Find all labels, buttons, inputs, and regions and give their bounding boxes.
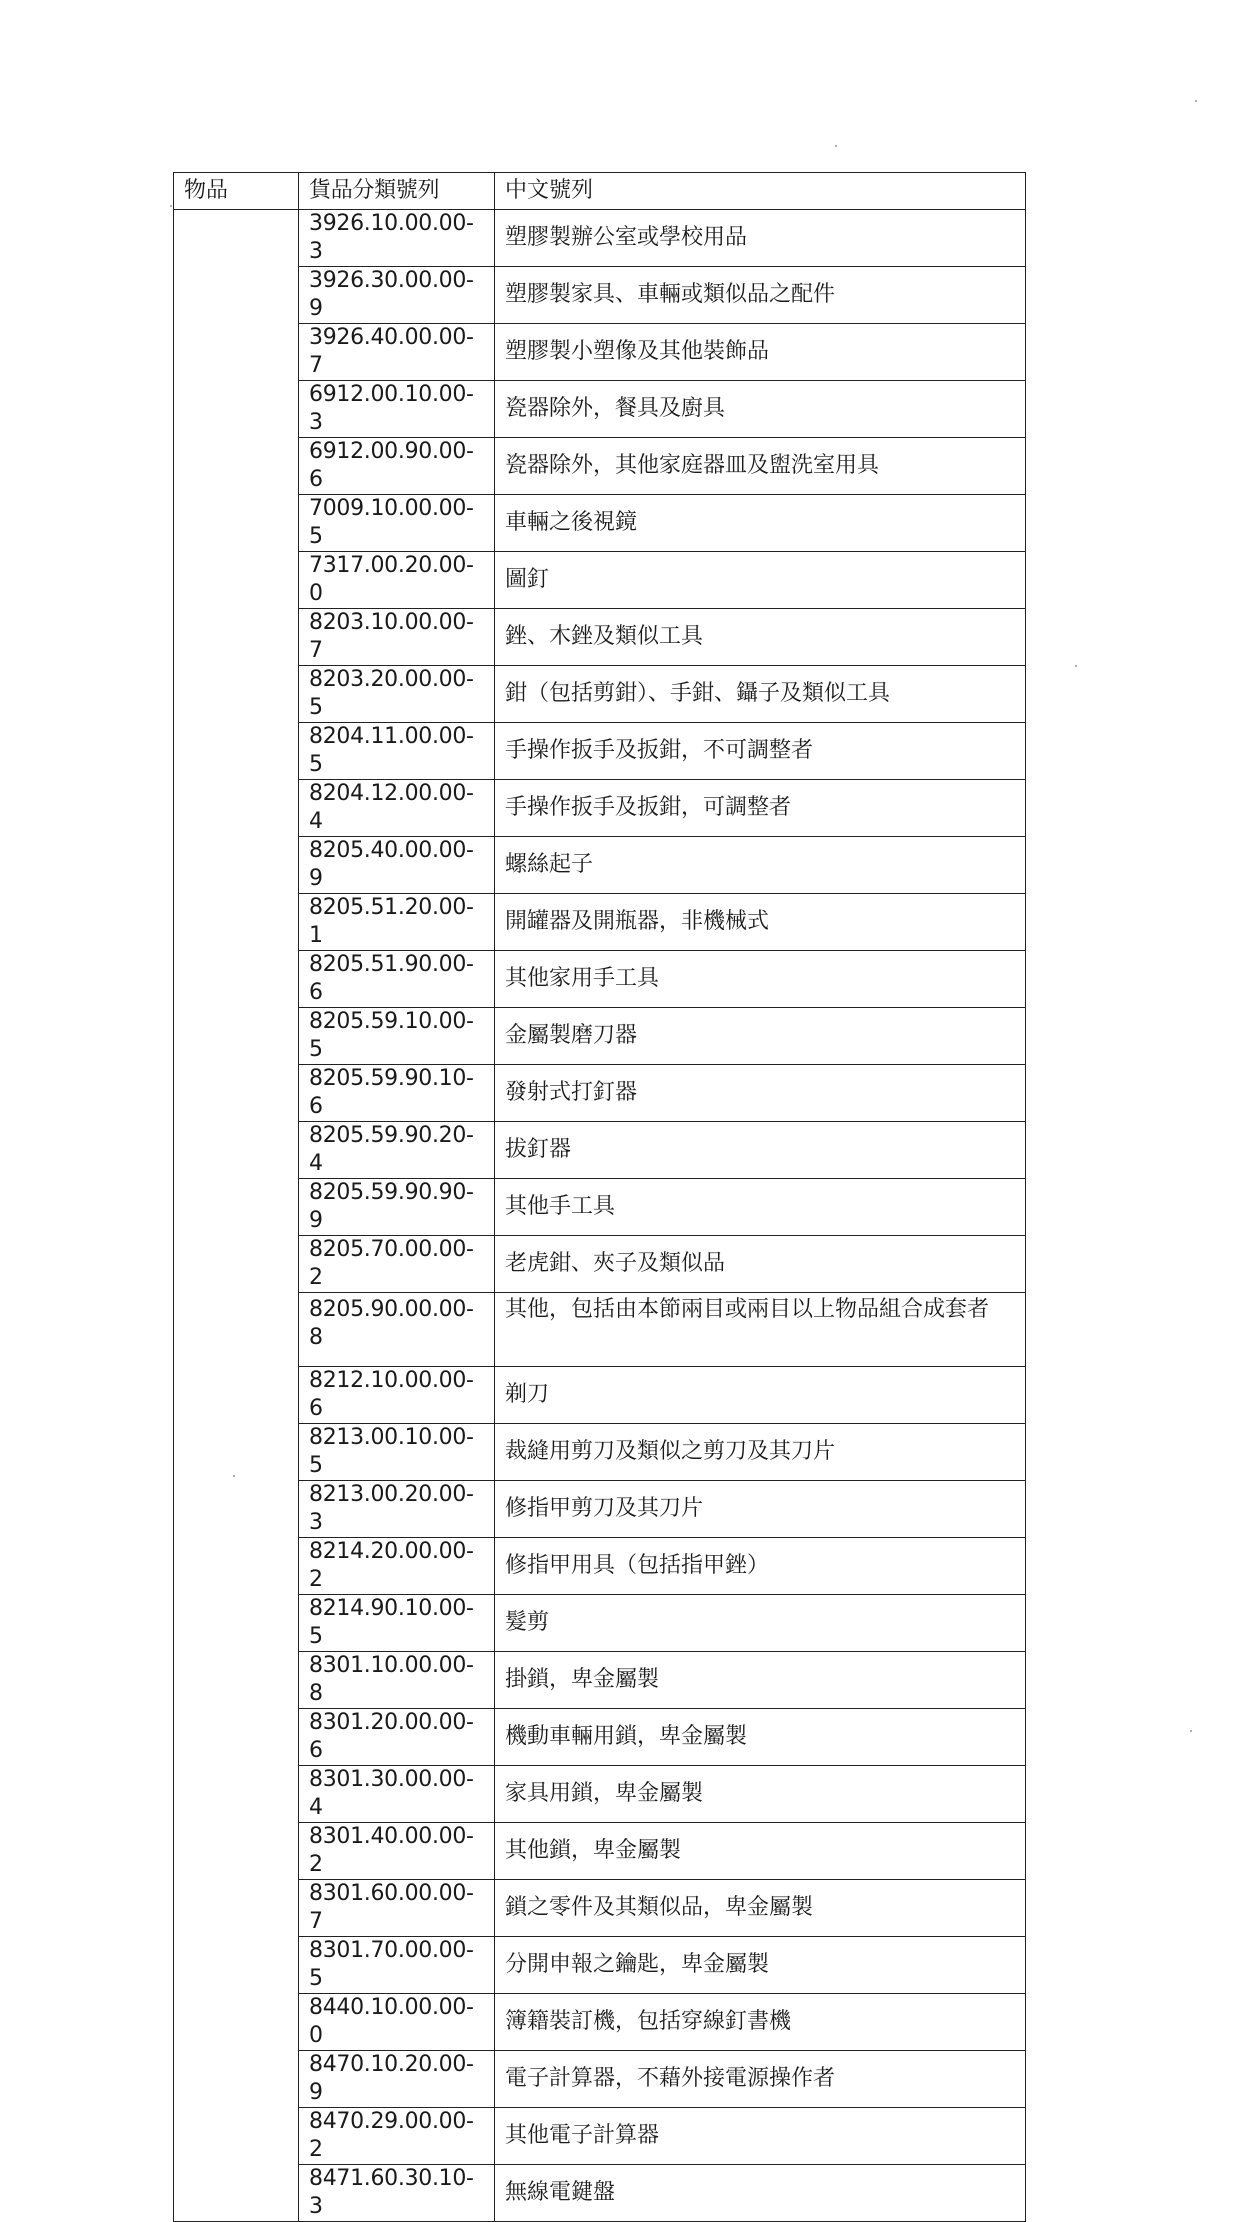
name-cell: 圖釘 (495, 551, 1026, 608)
name-cell: 掛鎖，卑金屬製 (495, 1651, 1026, 1708)
name-cell: 車輛之後視鏡 (495, 494, 1026, 551)
code-cell: 3926.30.00.00-9 (299, 266, 495, 323)
code-cell: 7009.10.00.00-5 (299, 494, 495, 551)
table-header-row (174, 173, 1026, 210)
item-cell (174, 209, 299, 2221)
table-row (174, 836, 1026, 893)
table-row (174, 2050, 1026, 2107)
scan-speck (233, 1475, 235, 1477)
name-cell: 其他鎖，卑金屬製 (495, 1822, 1026, 1879)
code-cell: 8214.20.00.00-2 (299, 1537, 495, 1594)
table-row (174, 1064, 1026, 1121)
name-cell: 拔釘器 (495, 1121, 1026, 1178)
table-row (174, 2107, 1026, 2164)
table-row (174, 1121, 1026, 1178)
table-row (174, 1879, 1026, 1936)
code-cell: 8204.12.00.00-4 (299, 779, 495, 836)
name-cell: 家具用鎖，卑金屬製 (495, 1765, 1026, 1822)
scan-speck (1195, 100, 1197, 102)
header-item: 物品 (174, 173, 299, 210)
name-cell: 無線電鍵盤 (495, 2164, 1026, 2221)
code-cell: 8205.51.20.00-1 (299, 893, 495, 950)
table-row (174, 608, 1026, 665)
scan-speck (835, 145, 837, 147)
table-row (174, 1423, 1026, 1480)
table-row (174, 1765, 1026, 1822)
code-cell: 8301.30.00.00-4 (299, 1765, 495, 1822)
code-cell: 8205.59.90.90-9 (299, 1178, 495, 1235)
table-row (174, 665, 1026, 722)
scan-speck (170, 205, 172, 207)
table-row (174, 2164, 1026, 2221)
table-row (174, 380, 1026, 437)
name-cell: 簿籍裝訂機，包括穿線釘書機 (495, 1993, 1026, 2050)
code-cell: 8205.51.90.00-6 (299, 950, 495, 1007)
name-cell: 其他手工具 (495, 1178, 1026, 1235)
table-row (174, 779, 1026, 836)
name-cell: 裁縫用剪刀及類似之剪刀及其刀片 (495, 1423, 1026, 1480)
header-code: 貨品分類號列 (299, 173, 495, 210)
code-cell: 8205.59.90.10-6 (299, 1064, 495, 1121)
code-cell: 8205.70.00.00-2 (299, 1235, 495, 1292)
table-row (174, 1178, 1026, 1235)
table-row (174, 1651, 1026, 1708)
code-cell: 8212.10.00.00-6 (299, 1366, 495, 1423)
table-row (174, 893, 1026, 950)
code-cell: 8471.60.30.10-3 (299, 2164, 495, 2221)
name-cell: 其他，包括由本節兩目或兩目以上物品組合成套者 (495, 1292, 1026, 1366)
table-row (174, 1235, 1026, 1292)
name-cell: 機動車輛用鎖，卑金屬製 (495, 1708, 1026, 1765)
code-cell: 7317.00.20.00-0 (299, 551, 495, 608)
table-row (174, 1936, 1026, 1993)
name-cell: 剃刀 (495, 1366, 1026, 1423)
table-row (174, 437, 1026, 494)
code-cell: 8301.10.00.00-8 (299, 1651, 495, 1708)
name-cell: 金屬製磨刀器 (495, 1007, 1026, 1064)
name-cell: 老虎鉗、夾子及類似品 (495, 1235, 1026, 1292)
goods-classification-table (173, 172, 1026, 2222)
table-row (174, 1993, 1026, 2050)
code-cell: 8301.20.00.00-6 (299, 1708, 495, 1765)
name-cell: 修指甲用具（包括指甲銼） (495, 1537, 1026, 1594)
table-row (174, 494, 1026, 551)
table-row (174, 722, 1026, 779)
name-cell: 發射式打釘器 (495, 1064, 1026, 1121)
code-cell: 6912.00.10.00-3 (299, 380, 495, 437)
name-cell: 瓷器除外，其他家庭器皿及盥洗室用具 (495, 437, 1026, 494)
table-row (174, 1822, 1026, 1879)
name-cell: 其他電子計算器 (495, 2107, 1026, 2164)
name-cell: 修指甲剪刀及其刀片 (495, 1480, 1026, 1537)
header-name: 中文號列 (495, 173, 1026, 210)
code-cell: 8205.59.90.20-4 (299, 1121, 495, 1178)
code-cell: 8301.40.00.00-2 (299, 1822, 495, 1879)
code-cell: 8204.11.00.00-5 (299, 722, 495, 779)
name-cell: 髮剪 (495, 1594, 1026, 1651)
code-cell: 8203.20.00.00-5 (299, 665, 495, 722)
name-cell: 鉗（包括剪鉗）、手鉗、鑷子及類似工具 (495, 665, 1026, 722)
table-row (174, 1708, 1026, 1765)
table-row (174, 1292, 1026, 1366)
code-cell: 3926.10.00.00-3 (299, 209, 495, 266)
code-cell: 8203.10.00.00-7 (299, 608, 495, 665)
code-cell: 8440.10.00.00-0 (299, 1993, 495, 2050)
code-cell: 8213.00.20.00-3 (299, 1480, 495, 1537)
table-row (174, 1366, 1026, 1423)
name-cell: 手操作扳手及扳鉗，可調整者 (495, 779, 1026, 836)
name-cell: 銼、木銼及類似工具 (495, 608, 1026, 665)
name-cell: 瓷器除外，餐具及廚具 (495, 380, 1026, 437)
name-cell: 手操作扳手及扳鉗，不可調整者 (495, 722, 1026, 779)
table-row (174, 1007, 1026, 1064)
table-row (174, 551, 1026, 608)
name-cell: 塑膠製家具、車輛或類似品之配件 (495, 266, 1026, 323)
scan-speck (1075, 665, 1077, 667)
code-cell: 3926.40.00.00-7 (299, 323, 495, 380)
scan-speck (1190, 1730, 1192, 1732)
table-row (174, 1594, 1026, 1651)
table-row (174, 950, 1026, 1007)
table-body (174, 173, 1026, 2222)
name-cell: 塑膠製小塑像及其他裝飾品 (495, 323, 1026, 380)
code-cell: 8470.10.20.00-9 (299, 2050, 495, 2107)
code-cell: 8205.59.10.00-5 (299, 1007, 495, 1064)
name-cell: 其他家用手工具 (495, 950, 1026, 1007)
name-cell: 螺絲起子 (495, 836, 1026, 893)
table-row (174, 1537, 1026, 1594)
code-cell: 8205.40.00.00-9 (299, 836, 495, 893)
code-cell: 8470.29.00.00-2 (299, 2107, 495, 2164)
table-row (174, 1480, 1026, 1537)
code-cell: 8214.90.10.00-5 (299, 1594, 495, 1651)
code-cell: 6912.00.90.00-6 (299, 437, 495, 494)
code-cell: 8301.60.00.00-7 (299, 1879, 495, 1936)
name-cell: 分開申報之鑰匙，卑金屬製 (495, 1936, 1026, 1993)
name-cell: 電子計算器，不藉外接電源操作者 (495, 2050, 1026, 2107)
name-cell: 塑膠製辦公室或學校用品 (495, 209, 1026, 266)
code-cell: 8213.00.10.00-5 (299, 1423, 495, 1480)
name-cell: 開罐器及開瓶器，非機械式 (495, 893, 1026, 950)
code-cell: 8301.70.00.00-5 (299, 1936, 495, 1993)
code-cell: 8205.90.00.00-8 (299, 1292, 495, 1366)
name-cell: 鎖之零件及其類似品，卑金屬製 (495, 1879, 1026, 1936)
table-row (174, 266, 1026, 323)
table-row (174, 323, 1026, 380)
table-row (174, 209, 1026, 266)
